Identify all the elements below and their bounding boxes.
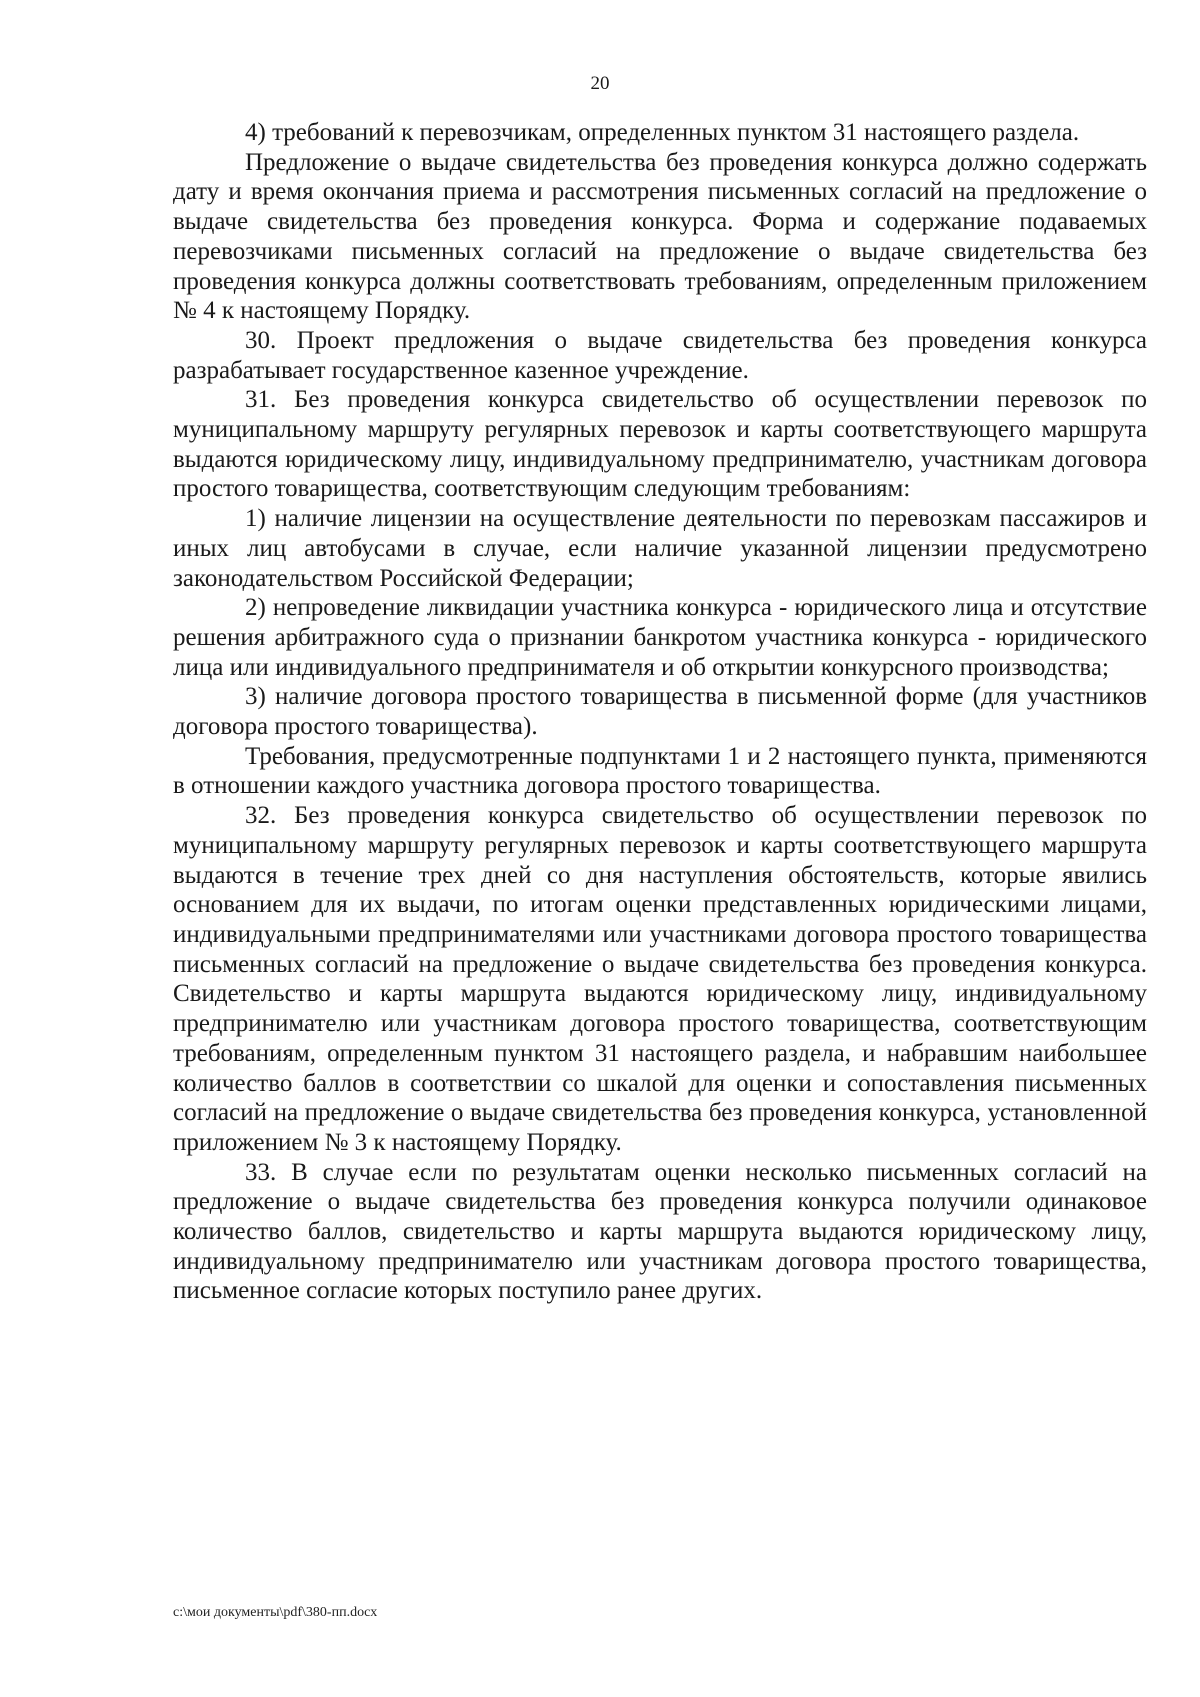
document-body bbox=[173, 118, 1147, 1306]
paragraph-item-4-requirements: 4) требований к перевозчикам, определенных пунктом 31 настоящего раздела. bbox=[245, 119, 1080, 146]
paragraph-proposal-content: Предложение о выдаче свидетельства без проведения конкурса должно содержать дату и время окончания приема и рассмотрения письменных согласий на предложение о выдаче свидетельства без проведения конкурса. Форма и содержание подаваемых перевозчиками письменных согласий на предложение о выдаче свидетельства без проведения конкурса должны соответствовать требованиям, определенным приложением № 4 к настоящему Порядку. bbox=[173, 148, 1147, 325]
paragraph-31-item-1: 1) наличие лицензии на осуществление деятельности по перевозкам пассажиров и иных лиц автобусами в случае, если наличие указанной лицензии предусмотрено законодательством Российской Федерации; bbox=[173, 505, 1147, 592]
page-number: 20 bbox=[590, 73, 610, 94]
paragraph-31-item-2: 2) непроведение ликвидации участника конкурса - юридического лица и отсутствие решения арбитражного суда о признании банкротом участника конкурса - юридического лица или индивидуального предпринимателя и об открытии конкурсного производства; bbox=[173, 594, 1147, 681]
paragraph-30: 30. Проект предложения о выдаче свидетельства без проведения конкурса разрабатывает государственное казенное учреждение. bbox=[173, 326, 1147, 384]
paragraph-31-item-3: 3) наличие договора простого товарищества в письменной форме (для участников договора простого товарищества). bbox=[173, 683, 1147, 741]
paragraph-31-requirements-note: Требования, предусмотренные подпунктами 1 и 2 настоящего пункта, применяются в отношении каждого участника договора простого товарищества. bbox=[173, 742, 1147, 800]
paragraph-33: 33. В случае если по результатам оценки несколько письменных согласий на предложение о выдаче свидетельства без проведения конкурса получили одинаковое количество баллов, свидетельство и карты маршрута выдаются юридическому лицу, индивидуальному предпринимателю или участникам договора простого товарищества, письменное согласие которых поступило ранее других. bbox=[173, 1158, 1147, 1305]
paragraph-31: 31. Без проведения конкурса свидетельство об осуществлении перевозок по муниципальному маршруту регулярных перевозок и карты соответствующего маршрута выдаются юридическому лицу, индивидуальному предпринимателю, участникам договора простого товарищества, соответствующим следующим требованиям: bbox=[173, 386, 1147, 503]
footer-file-path: c:\мои документы\pdf\380-пп.docx bbox=[173, 1605, 378, 1620]
paragraph-32: 32. Без проведения конкурса свидетельство об осуществлении перевозок по муниципальному маршруту регулярных перевозок и карты соответствующего маршрута выдаются в течение трех дней со дня наступления обстоятельств, которые явились основанием для их выдачи, по итогам оценки представленных юридическими лицами, индивидуальными предпринимателями или участниками договора простого товарищества письменных согласий на предложение о выдаче свидетельства без проведения конкурса. Свидетельство и карты маршрута выдаются юридическому лицу, индивидуальному предпринимателю или участникам договора простого товарищества, соответствующим требованиям, определенным пунктом 31 настоящего раздела, и набравшим наибольшее количество баллов в соответствии со шкалой для оценки и сопоставления письменных согласий на предложение о выдаче свидетельства без проведения конкурса, установленной приложением № 3 к настоящему Порядку. bbox=[173, 802, 1147, 1156]
